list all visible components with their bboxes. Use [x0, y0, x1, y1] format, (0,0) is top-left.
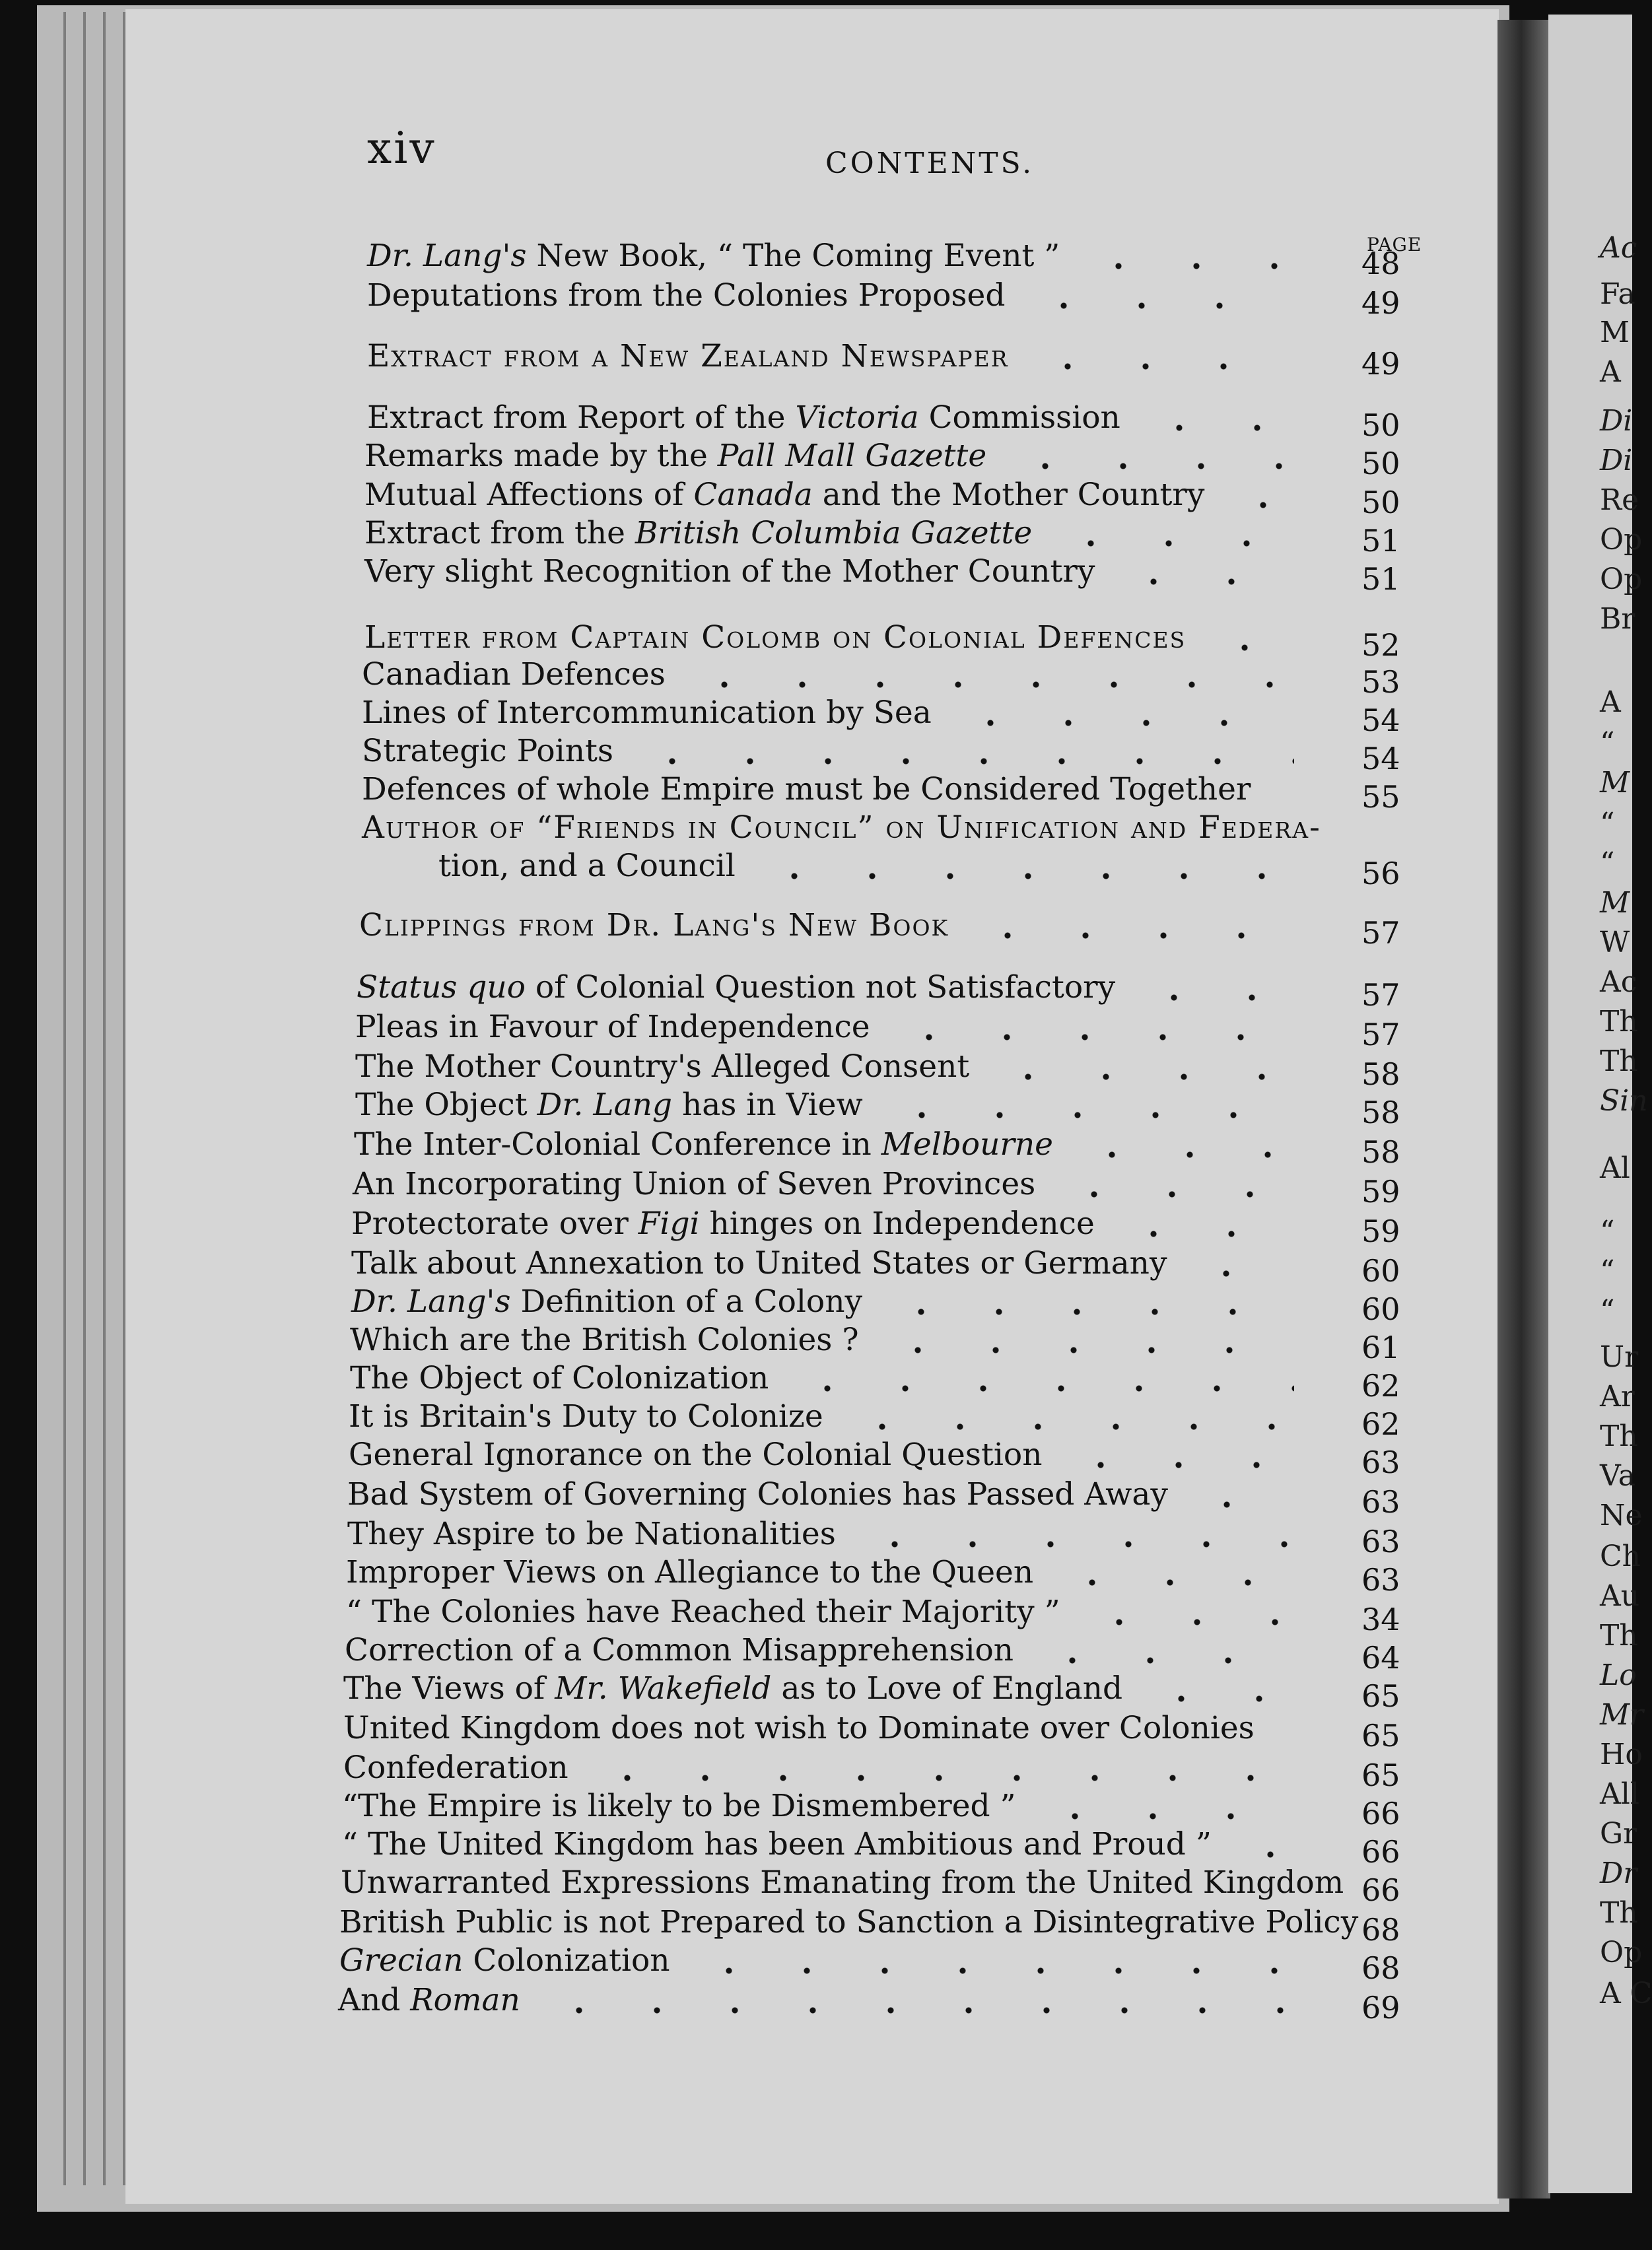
entry-text: Pleas in Favour of Independence — [355, 1009, 870, 1045]
entry-text: British Public is not Prepared to Sanction a Disintegrative Policy — [339, 1904, 1359, 1940]
contents-entry — [343, 1670, 1122, 1707]
leader-dots — [1025, 302, 1294, 309]
leader-dots — [1115, 1231, 1294, 1237]
leader-dots — [1080, 263, 1294, 269]
page-number: 34 — [1361, 1602, 1400, 1637]
entry-text: “ The United Kingdom has been Ambitious and Proud ” — [342, 1826, 1212, 1862]
entry-text: The Inter-Colonial Conference in — [354, 1126, 881, 1163]
leader-dots — [588, 1775, 1294, 1781]
leader-dots — [1140, 425, 1294, 431]
contents-entry — [354, 1126, 1053, 1163]
leader-dots — [1036, 1813, 1294, 1820]
page-number: 63 — [1361, 1524, 1400, 1559]
page-number: 52 — [1361, 627, 1400, 663]
contents-entry — [438, 848, 736, 884]
page-number: 60 — [1361, 1253, 1400, 1289]
contents-entry — [367, 238, 1060, 274]
page-edge — [63, 12, 66, 2185]
leader-dots — [1224, 502, 1294, 508]
contents-entry — [351, 1206, 1095, 1242]
entry-text: Deputations from the Colonies Proposed — [367, 277, 1006, 314]
entry-text-after: and the Mother Country — [812, 477, 1205, 513]
leader-dots — [883, 1112, 1294, 1118]
leader-dots — [1142, 1695, 1294, 1702]
contents-entry — [367, 399, 1120, 436]
leader-dots — [1073, 1151, 1294, 1158]
facing-page-fragment: Mr — [1600, 1698, 1644, 1732]
contents-entry — [350, 1360, 769, 1396]
page-edge — [83, 12, 86, 2185]
facing-page-fragment: Lo — [1600, 1658, 1637, 1692]
entry-text: They Aspire to be Nationalities — [347, 1516, 836, 1552]
entry-text: Confederation — [343, 1750, 568, 1786]
entry-text: General Ignorance on the Colonial Question — [349, 1437, 1043, 1473]
contents-entry — [355, 1087, 863, 1123]
page-number: 57 — [1361, 915, 1400, 951]
entry-italic-text: Victoria — [795, 399, 919, 436]
facing-page-fragment: Au — [1600, 1579, 1640, 1613]
page-number: 65 — [1361, 1757, 1400, 1793]
facing-page-fragment: M — [1600, 316, 1630, 349]
entry-text: Defences of whole Empire must be Considered Together — [362, 771, 1251, 807]
facing-page-fragment: Ho — [1600, 1738, 1643, 1771]
page-number: 64 — [1361, 1640, 1400, 1676]
entry-text-after: as to Love of England — [771, 1670, 1123, 1707]
contents-entry — [362, 771, 1251, 807]
entry-text: Bad System of Governing Colonies has Passed Away — [347, 1476, 1168, 1513]
leader-dots — [1206, 644, 1294, 651]
facing-page-fragment: “ — [1600, 807, 1615, 840]
page-number: 51 — [1361, 523, 1400, 559]
entry-text: Letter from Captain Colomb on Colonial Defences — [364, 619, 1187, 656]
facing-page-fragment: Ch — [1600, 1540, 1641, 1573]
entry-italic-text: Status quo — [357, 969, 526, 1006]
page-number: 58 — [1361, 1095, 1400, 1130]
contents-entry — [355, 1009, 870, 1045]
entry-text: The Object — [355, 1087, 537, 1123]
contents-entry — [343, 1710, 1255, 1746]
entry-text: tion, and a Council — [438, 848, 736, 884]
leader-dots — [1055, 1191, 1294, 1198]
contents-entry — [351, 1245, 1167, 1281]
entry-text: Very slight Recognition of the Mother Country — [364, 553, 1095, 590]
contents-entry — [349, 1437, 1042, 1473]
contents-heading — [359, 907, 949, 943]
page-number: 62 — [1361, 1368, 1400, 1404]
page-number: 54 — [1361, 741, 1400, 776]
leader-dots — [1188, 1501, 1294, 1508]
contents-entry — [362, 656, 666, 693]
leader-dots — [1052, 540, 1294, 547]
entry-text: Strategic Points — [362, 733, 613, 769]
contents-entry — [339, 1904, 1358, 1940]
facing-page-fragment: M — [1600, 886, 1630, 920]
facing-page-fragment: Th — [1600, 1044, 1638, 1078]
entry-text-after: New Book, “ The Coming Event ” — [526, 238, 1060, 274]
leader-dots — [951, 720, 1294, 726]
contents-entry — [343, 1750, 568, 1786]
leader-dots — [690, 1967, 1294, 1974]
entry-text: Talk about Annexation to United States or Germany — [351, 1245, 1167, 1281]
entry-italic-text: Dr. Lang's — [367, 238, 527, 274]
contents-entry — [355, 1048, 969, 1085]
page-number: 65 — [1361, 1678, 1400, 1714]
page-number: 58 — [1361, 1134, 1400, 1170]
facing-page-fragment: All — [1600, 1777, 1639, 1811]
page-number: 48 — [1361, 246, 1400, 281]
leader-dots — [788, 1385, 1294, 1392]
page-number: 49 — [1361, 346, 1400, 382]
contents-entry — [342, 1826, 1212, 1862]
leader-dots — [1029, 363, 1294, 370]
entry-text-after: of Colonial Question not Satisfactory — [525, 969, 1116, 1006]
entry-text: Correction of a Common Misapprehension — [345, 1632, 1014, 1668]
facing-page-fragment: Re — [1600, 483, 1639, 517]
facing-page-fragment: Ne — [1600, 1499, 1643, 1532]
leader-dots — [755, 873, 1294, 879]
page-number: 66 — [1361, 1834, 1400, 1870]
page-number: 69 — [1361, 1990, 1400, 2026]
facing-page-fragment: Op — [1600, 562, 1643, 596]
leader-dots — [540, 2007, 1294, 2014]
contents-entry — [362, 695, 932, 731]
contents-entry — [349, 1398, 823, 1435]
entry-text-after: Definition of a Colony — [510, 1283, 863, 1320]
contents-entry — [342, 1788, 1016, 1824]
entry-text: Lines of Intercommunication by Sea — [362, 695, 932, 731]
page-folio: xiv — [367, 123, 436, 174]
leader-dots — [1231, 1851, 1294, 1858]
contents-entry — [347, 1516, 836, 1552]
page-number: 56 — [1361, 856, 1400, 891]
entry-text: Extract from the — [364, 515, 635, 551]
contents-entry — [364, 515, 1032, 551]
entry-italic-text: Mr. Wakefield — [555, 1670, 772, 1707]
page-number: 53 — [1361, 664, 1400, 700]
entry-italic-text: Dr. Lang's — [351, 1283, 511, 1320]
contents-entry — [338, 1982, 520, 2018]
facing-page-fragment: Gr — [1600, 1817, 1637, 1851]
facing-page-fragment: A — [1600, 685, 1621, 719]
contents-entry — [350, 1322, 859, 1358]
facing-page-fragment: “ — [1600, 1254, 1615, 1288]
facing-page-fragment: Di — [1600, 444, 1633, 477]
entry-text: “The Empire is likely to be Dismembered ” — [342, 1788, 1016, 1824]
page-edge — [103, 12, 106, 2185]
facing-page-fragment: Br — [1600, 602, 1635, 636]
entry-text-after: Commission — [918, 399, 1120, 436]
contents-heading — [362, 809, 1321, 846]
leader-dots — [1115, 578, 1294, 585]
page-number: 68 — [1361, 1950, 1400, 1986]
page-number: 59 — [1361, 1174, 1400, 1210]
running-head: CONTENTS. — [825, 147, 1035, 180]
entry-italic-text: Canada — [693, 477, 813, 513]
page-number: 49 — [1361, 285, 1400, 321]
leader-dots — [1006, 463, 1294, 469]
facing-page-fragment: Al — [1600, 1151, 1630, 1185]
entry-text: Extract from a New Zealand Newspaper — [367, 338, 1009, 374]
entry-italic-text: Dr. Lang — [537, 1087, 672, 1123]
facing-page-fragment: Fa — [1600, 277, 1635, 311]
leader-dots — [1062, 1462, 1294, 1468]
facing-page-fragment: Op — [1600, 523, 1643, 557]
page-number: 61 — [1361, 1330, 1400, 1365]
page-number: 60 — [1361, 1291, 1400, 1327]
page-number: 57 — [1361, 977, 1400, 1013]
page-number: 50 — [1361, 407, 1400, 443]
facing-page-fragment: Ac — [1600, 231, 1637, 265]
leader-dots — [882, 1309, 1294, 1315]
contents-entry — [351, 1283, 862, 1320]
contents-entry — [345, 1632, 1014, 1668]
contents-entry — [357, 969, 1115, 1006]
entry-italic-text: Melbourne — [881, 1126, 1053, 1163]
entry-text: The Object of Colonization — [350, 1360, 769, 1396]
page-number: 58 — [1361, 1056, 1400, 1092]
contents-heading — [364, 619, 1186, 656]
entry-italic-text: Figi — [638, 1206, 700, 1242]
entry-text: It is Britain's Duty to Colonize — [349, 1398, 823, 1435]
entry-text: Extract from Report of the — [367, 399, 796, 436]
contents-entry — [362, 733, 613, 769]
page-column-label: PAGE — [1367, 234, 1422, 256]
facing-page-fragment: Dr — [1600, 1857, 1637, 1890]
leader-dots — [890, 1034, 1294, 1040]
entry-italic-text: Pall Mall Gazette — [717, 438, 987, 474]
contents-entry — [347, 1476, 1168, 1513]
facing-page-fragment: Op — [1600, 1936, 1643, 1969]
page-number: 51 — [1361, 561, 1400, 597]
facing-page-fragment: “ — [1600, 1294, 1615, 1328]
entry-text: Canadian Defences — [362, 656, 666, 693]
page-number: 66 — [1361, 1796, 1400, 1831]
page-number: 59 — [1361, 1213, 1400, 1249]
facing-page-fragment: Ac — [1600, 965, 1637, 999]
page-number: 54 — [1361, 702, 1400, 738]
leader-dots — [969, 932, 1294, 939]
contents-entry — [367, 277, 1005, 314]
leader-dots — [633, 758, 1294, 765]
leader-dots — [1033, 1657, 1294, 1664]
facing-page-fragment: A C — [1600, 1977, 1652, 2010]
facing-page-fragment: Ar — [1600, 1380, 1635, 1414]
entry-text-after: Colonization — [463, 1942, 670, 1979]
facing-page-fragment: Th — [1600, 1005, 1638, 1039]
entry-text: An Incorporating Union of Seven Provinces — [353, 1166, 1036, 1202]
facing-page-fragment: “ — [1600, 846, 1615, 880]
entry-text-after: hinges on Independence — [699, 1206, 1095, 1242]
facing-page-fragment: Va — [1600, 1459, 1635, 1493]
entry-text: And — [338, 1982, 411, 2018]
entry-text-after: has in View — [672, 1087, 863, 1123]
page-number: 66 — [1361, 1872, 1400, 1908]
contents-heading — [367, 338, 1009, 374]
entry-text: Unwarranted Expressions Emanating from the United Kingdom — [341, 1864, 1344, 1901]
leader-dots — [879, 1347, 1294, 1353]
entry-text: Mutual Affections of — [364, 477, 694, 513]
leader-dots — [1187, 1270, 1295, 1277]
entry-text: “ The Colonies have Reached their Majority ” — [346, 1594, 1060, 1630]
entry-text: Improper Views on Allegiance to the Queen — [346, 1554, 1034, 1590]
entry-text: Author of “Friends in Council” on Unification and Federa- — [362, 809, 1321, 846]
facing-page-fragment: Th — [1600, 1619, 1638, 1653]
leader-dots — [1080, 1619, 1294, 1625]
facing-page-fragment: “ — [1600, 1215, 1615, 1248]
entry-text: Remarks made by the — [364, 438, 718, 474]
entry-text: Protectorate over — [351, 1206, 638, 1242]
page-number: 62 — [1361, 1406, 1400, 1442]
contents-entry — [364, 553, 1095, 590]
facing-page-fragment: Th — [1600, 1419, 1638, 1453]
facing-page-fragment: Sin — [1600, 1084, 1648, 1118]
page-number: 63 — [1361, 1445, 1400, 1480]
page-number: 63 — [1361, 1484, 1400, 1520]
facing-page-fragment: Di — [1600, 404, 1633, 438]
leader-dots — [989, 1074, 1294, 1080]
contents-entry — [341, 1864, 1344, 1901]
facing-page-fragment: M — [1600, 766, 1630, 800]
leader-dots — [856, 1541, 1294, 1548]
entry-text: The Views of — [343, 1670, 555, 1707]
page-number: 63 — [1361, 1562, 1400, 1598]
contents-entry — [346, 1554, 1033, 1590]
entry-text: United Kingdom does not wish to Dominate over Colonies — [343, 1710, 1255, 1746]
facing-page-fragment: Ur — [1600, 1340, 1639, 1374]
contents-entry — [364, 477, 1204, 513]
contents-entry — [364, 438, 986, 474]
facing-page — [1548, 15, 1652, 2193]
facing-page-fragment: W — [1600, 926, 1630, 959]
entry-italic-text: Roman — [410, 1982, 520, 2018]
facing-page-fragment: A — [1600, 355, 1621, 389]
contents-entry — [339, 1942, 670, 1979]
contents-entry — [346, 1594, 1060, 1630]
entry-italic-text: Grecian — [339, 1942, 464, 1979]
page-number: 55 — [1361, 779, 1400, 815]
page-number: 50 — [1361, 485, 1400, 520]
leader-dots — [1135, 994, 1294, 1001]
facing-page-fragment: “ — [1600, 726, 1615, 760]
page-number: 65 — [1361, 1718, 1400, 1754]
page-number: 57 — [1361, 1017, 1400, 1052]
entry-text: Clippings from Dr. Lang's New Book — [359, 907, 949, 943]
facing-page-fragment: Th — [1600, 1896, 1638, 1930]
entry-text: Which are the British Colonies ? — [350, 1322, 859, 1358]
entry-italic-text: British Columbia Gazette — [635, 515, 1033, 551]
leader-dots — [843, 1423, 1294, 1430]
leader-dots — [1053, 1579, 1294, 1586]
leader-dots — [685, 681, 1294, 688]
book-gutter — [1497, 20, 1550, 2199]
page-number: 68 — [1361, 1912, 1400, 1948]
page-number: 50 — [1361, 446, 1400, 481]
contents-entry — [353, 1166, 1035, 1202]
entry-text: The Mother Country's Alleged Consent — [355, 1048, 970, 1085]
